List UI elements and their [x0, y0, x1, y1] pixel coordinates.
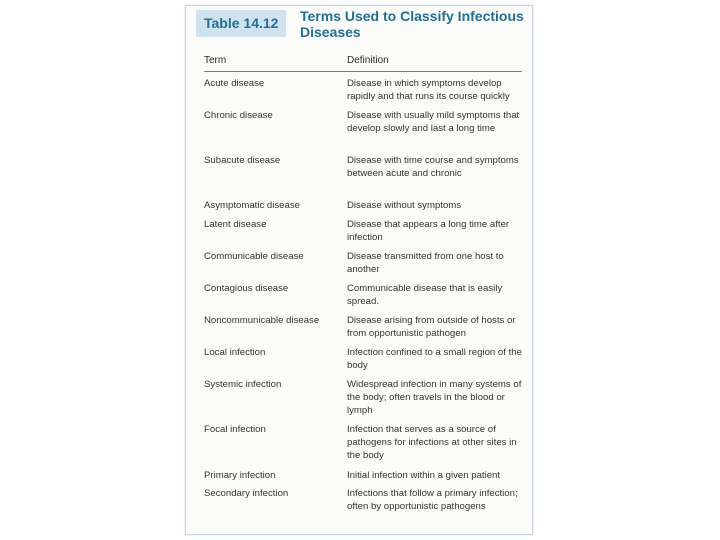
term-cell: Secondary infection [204, 488, 289, 499]
definition-cell: Communicable disease that is easily spread. [347, 283, 503, 307]
table-title: Terms Used to Classify Infectious Diseases [300, 8, 524, 40]
term-cell: Systemic infection [204, 379, 282, 390]
definition-cell: Initial infection within a given patient [347, 470, 501, 481]
header-rule [204, 71, 522, 72]
definition-cell: Disease transmitted from one host to another [347, 251, 504, 275]
term-cell: Local infection [204, 347, 266, 358]
term-cell: Focal infection [204, 424, 266, 435]
term-cell: Latent disease [204, 219, 267, 230]
term-cell: Subacute disease [204, 155, 281, 166]
definition-cell: Disease in which symptoms develop rapidly and that runs its course quickly [347, 78, 510, 102]
definition-cell: Disease arising from outside of hosts or from opportunistic pathogen [347, 315, 516, 339]
definition-cell: Disease without symptoms [347, 200, 462, 211]
definition-cell: Disease with usually mild symptoms that develop slowly and last a long time [347, 110, 520, 134]
table-number: Table 14.12 [196, 10, 286, 37]
term-cell: Primary infection [204, 470, 276, 481]
table-header [186, 6, 532, 41]
definition-cell: Infection confined to a small region of the body [347, 347, 522, 371]
term-column-header: Term [204, 55, 227, 66]
textbook-page [185, 5, 533, 535]
definition-cell: Disease that appears a long time after infection [347, 219, 510, 243]
term-cell: Contagious disease [204, 283, 289, 294]
term-cell: Acute disease [204, 78, 265, 89]
term-cell: Asymptomatic disease [204, 200, 300, 211]
definition-cell: Infection that serves as a source of pathogens for infections at other sites in the body [347, 424, 517, 461]
definition-cell: Widespread infection in many systems of the body; often travels in the blood or lymph [347, 379, 522, 416]
term-cell: Chronic disease [204, 110, 273, 121]
term-cell: Noncommunicable disease [204, 315, 320, 326]
definition-cell: Disease with time course and symptoms between acute and chronic [347, 155, 519, 179]
definition-column-header: Definition [347, 55, 389, 66]
definition-cell: Infections that follow a primary infection; often by opportunistic pathogens [347, 488, 518, 512]
term-cell: Communicable disease [204, 251, 304, 262]
